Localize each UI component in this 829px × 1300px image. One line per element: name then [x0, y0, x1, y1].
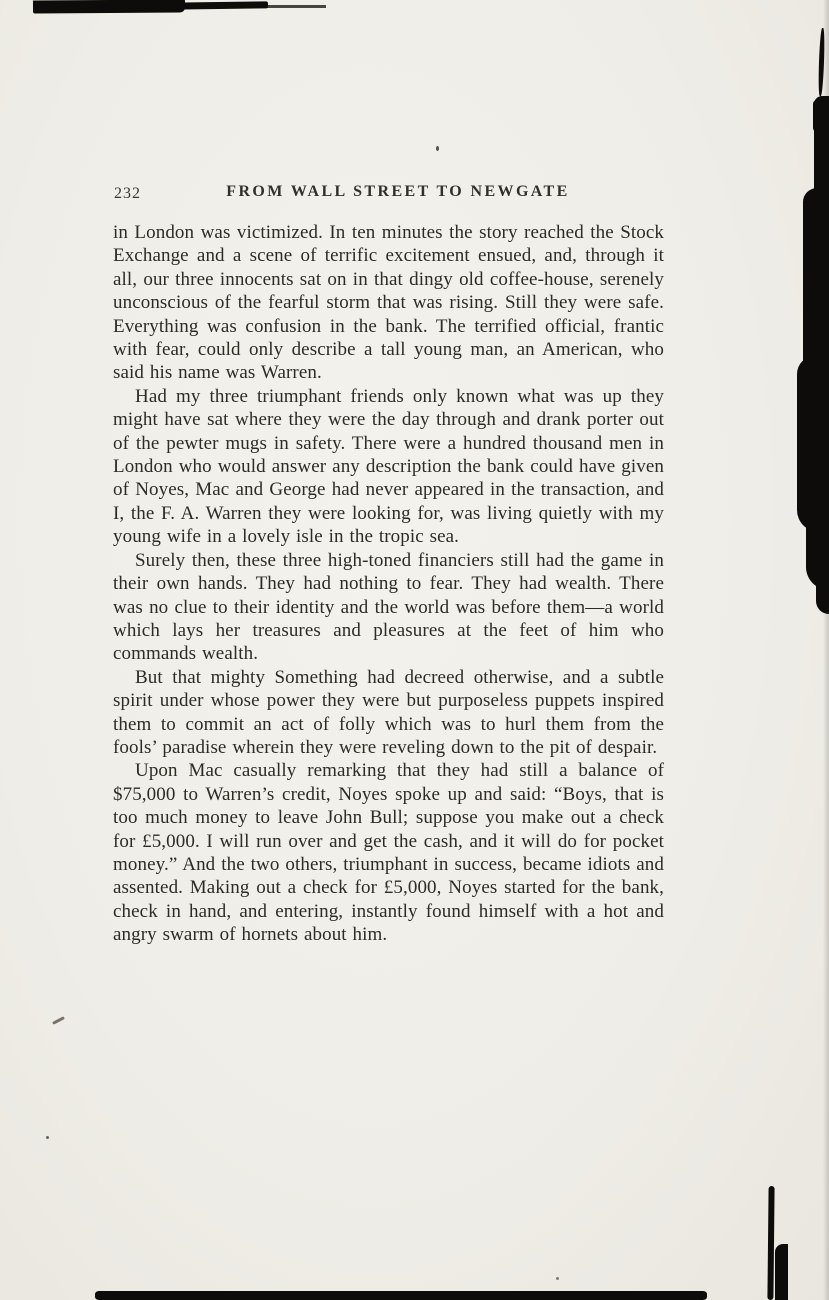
scan-artifact-speck — [556, 1277, 559, 1280]
page-number: 232 — [114, 185, 141, 202]
paragraph-3: Surely then, these three high-toned financiers still had the game in their own hands. They had nothing to fear. They had wealth. There was no clue to their identity and the world was before them—a world which lays her treasures and pleasures at the feet of him who commands wealth. — [113, 549, 664, 665]
paragraph-5: Upon Mac casually remarking that they had still a balance of $75,000 to Warren’s credit, Noyes spoke up and said: “Boys, that is too much money to leave John Bull; suppose you make out a check for £5,000. I will run over and get the cash, and it will do for pocket money.” And the two others, triumphant in success, became idiots and assented. Making out a check for £5,000, Noyes started for the bank, check in hand, and entering, instantly found himself with a hot and angry swarm of hornets about him. — [113, 760, 664, 946]
scan-artifact-margin-pen-mark — [52, 1016, 65, 1025]
scan-artifact-bottom-right-blob — [775, 1244, 788, 1300]
scan-artifact-bottom-bar — [95, 1291, 707, 1300]
scan-artifact-bottom-right-line — [767, 1186, 774, 1300]
scan-artifact-speck — [436, 146, 439, 151]
paragraph-4: But that mighty Something had decreed otherwise, and a subtle spirit under whose power they were but purposeless puppets inspired them to commit an act of folly which was to hurl them from the fools’ paradise wherein they were reveling down to the pit of despair. — [113, 666, 664, 758]
scan-artifact-top-bar-2 — [172, 1, 268, 9]
paragraph-2: Had my three triumphant friends only known what was up they might have sat where they were the day through and drank porter out of the pewter mugs in safety. There were a hundred thousand men in London who would answer any description the bank could have given of Noyes, Mac and George had never appeared in the transaction, and I, the F. A. Warren they were looking for, was living quietly with my young wife in a lovely isle in the tropic sea. — [113, 385, 664, 548]
scan-artifact-speck — [46, 1136, 49, 1139]
scan-artifact-top-bar — [33, 0, 185, 14]
scan-artifact-right-blotch-5 — [816, 578, 829, 614]
scan-artifact-right-blotch-3 — [797, 356, 829, 532]
paragraph-1: in London was victimized. In ten minutes the story reached the Stock Exchange and a scene of terrific excitement ensued, and, through it all, our three innocents sat on in that dingy old coffee-house, serenely unconscious of the fearful storm that was rising. Still they were safe. Everything was confusion in the bank. The terrified official, frantic with fear, could only describe a tall young man, an American, who said his name was Warren. — [113, 222, 664, 384]
page-header — [114, 183, 662, 205]
scan-artifact-top-bar-tail — [258, 5, 326, 8]
page-body — [113, 221, 664, 947]
running-title: FROM WALL STREET TO NEWGATE — [226, 183, 570, 200]
